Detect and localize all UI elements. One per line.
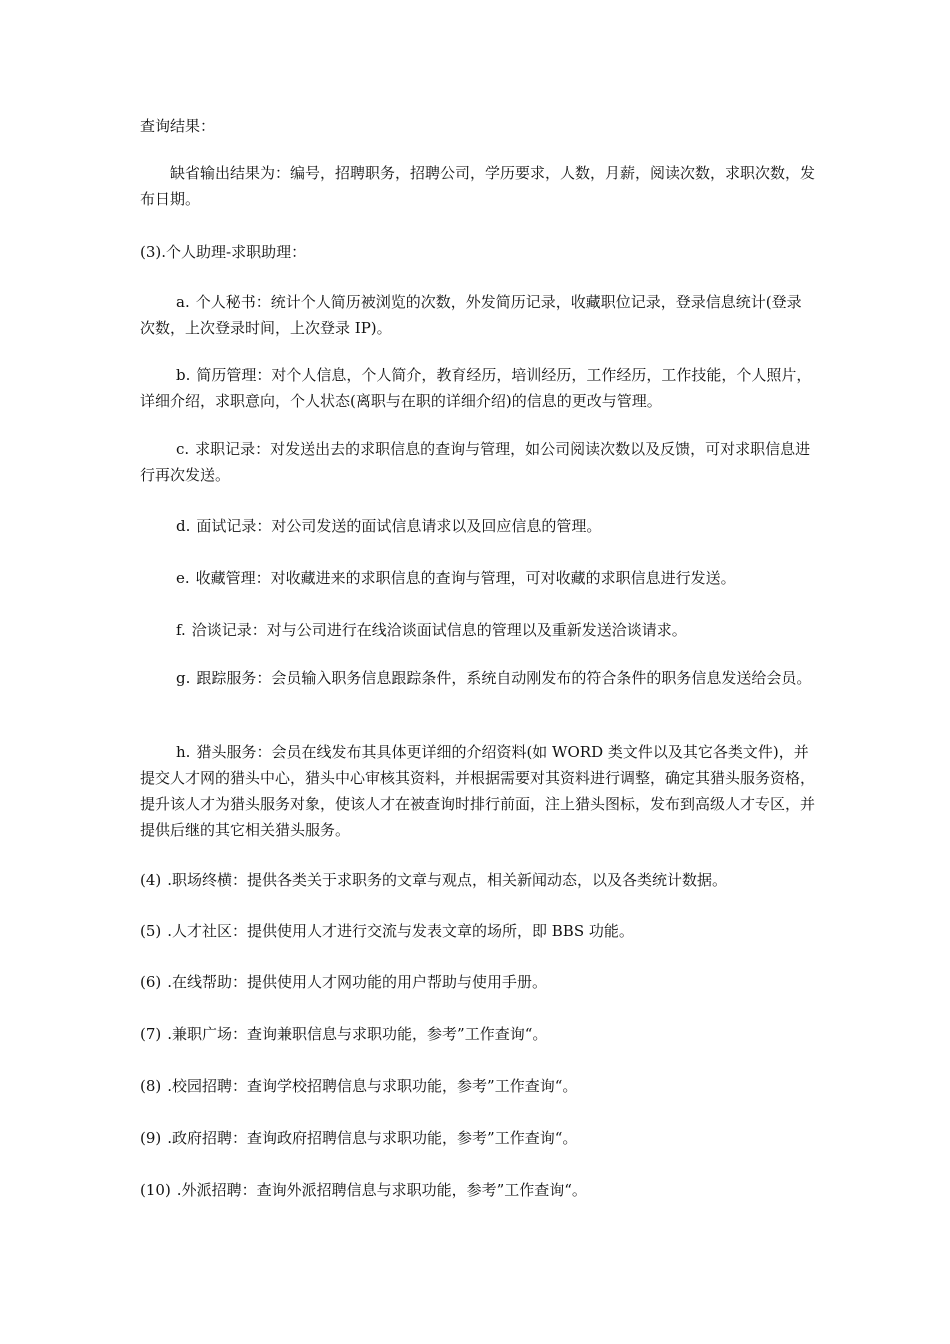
list-marker: f.: [176, 621, 186, 639]
section-text: .校园招聘：查询学校招聘信息与求职功能，参考”工作查询“。: [167, 1077, 578, 1095]
section-text: .政府招聘：查询政府招聘信息与求职功能，参考”工作查询“。: [167, 1129, 578, 1147]
list-marker: c.: [176, 440, 190, 458]
list-item-g: [140, 665, 816, 691]
list-marker: g.: [176, 669, 191, 687]
list-item-text: 求职记录：对发送出去的求职信息的查询与管理，如公司阅读次数以及反馈，可对求职信息进行再次发送。: [140, 440, 811, 484]
section-number: (9): [140, 1129, 162, 1147]
section-text: .在线帮助：提供使用人才网功能的用户帮助与使用手册。: [167, 973, 548, 991]
list-item-text: 洽谈记录：对与公司进行在线洽谈面试信息的管理以及重新发送洽谈请求。: [191, 621, 687, 639]
section-3-heading: (3).个人助理-求职助理：: [140, 243, 307, 261]
section-text: .人才社区：提供使用人才进行交流与发表文章的场所，即 BBS 功能。: [167, 922, 634, 940]
section-8: [140, 1073, 816, 1099]
list-item-text: 跟踪服务：会员输入职务信息跟踪条件，系统自动刚发布的符合条件的职务信息发送给会员。: [196, 669, 812, 687]
section-number: (8): [140, 1077, 162, 1095]
list-item-text: 收藏管理：对收藏进来的求职信息的查询与管理，可对收藏的求职信息进行发送。: [195, 569, 736, 587]
list-item-text: 面试记录：对公司发送的面试信息请求以及回应信息的管理。: [196, 517, 602, 535]
section-number: (6): [140, 973, 162, 991]
section-text: .职场终横：提供各类关于求职务的文章与观点，相关新闻动态，以及各类统计数据。: [167, 871, 728, 889]
section-5: [140, 918, 816, 944]
list-item-h: [140, 739, 816, 843]
section-7: [140, 1021, 816, 1047]
list-item-c: [140, 436, 816, 488]
section-text: .兼职广场：查询兼职信息与求职功能，参考”工作查询“。: [167, 1025, 548, 1043]
list-item-text: 个人秘书：统计个人简历被浏览的次数，外发简历记录，收藏职位记录，登录信息统计(登录次数，上次登录时间，上次登录 IP)。: [140, 293, 802, 337]
section-number: (4): [140, 871, 162, 889]
list-marker: d.: [176, 517, 191, 535]
section-number: (10): [140, 1181, 171, 1199]
list-item-text: 简历管理：对个人信息，个人简介，教育经历，培训经历，工作经历，工作技能，个人照片，详细介绍，求职意向，个人状态(离职与在职的详细介绍)的信息的更改与管理。: [140, 366, 812, 410]
list-item-f: [140, 617, 816, 643]
list-marker: b.: [176, 366, 191, 384]
default-output-paragraph: 缺省输出结果为：编号，招聘职务，招聘公司，学历要求，人数，月薪，阅读次数，求职次数，发布日期。: [140, 164, 816, 208]
section-4: [140, 867, 816, 893]
section-number: (5): [140, 922, 162, 940]
list-item-a: [140, 289, 816, 341]
section-9: [140, 1125, 816, 1151]
section-number: (7): [140, 1025, 162, 1043]
section-6: [140, 969, 816, 995]
list-item-b: [140, 362, 816, 414]
list-marker: e.: [176, 569, 190, 587]
list-item-e: [140, 565, 816, 591]
list-marker: a.: [176, 293, 190, 311]
section-10: [140, 1177, 816, 1203]
section-text: .外派招聘：查询外派招聘信息与求职功能，参考”工作查询“。: [176, 1181, 587, 1199]
list-item-d: [140, 513, 816, 539]
query-result-heading: 查询结果：: [140, 117, 216, 135]
list-marker: h.: [176, 743, 191, 761]
list-item-text: 猎头服务：会员在线发布其具体更详细的介绍资料(如 WORD 类文件以及其它各类文件)，并提交人才网的猎头中心，猎头中心审核其资料，并根据需要对其资料进行调整，确定其猎头服务资格，提升该人才为猎头服务对象，使该人才在被查询时排行前面，注上猎头图标，发布到高级人才专区，并提供后继的其它相关猎头服务。: [140, 743, 816, 839]
